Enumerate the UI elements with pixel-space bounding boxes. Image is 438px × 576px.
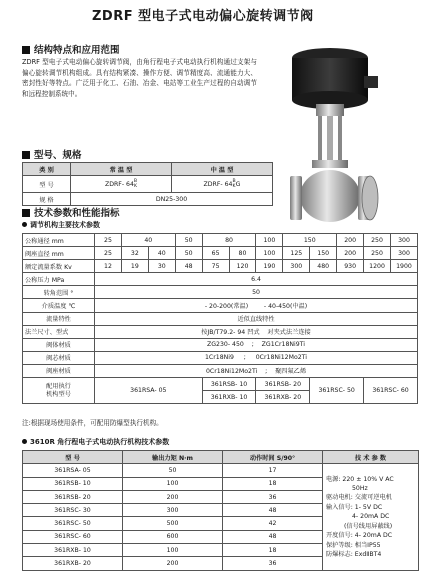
seat-cell: 50 xyxy=(175,247,202,260)
dn-cell: 100 xyxy=(256,234,283,247)
spec-line: 50Hz xyxy=(352,485,368,493)
kv-cell: 1200 xyxy=(364,260,391,273)
actuator-model-cell: 361RSB- 20 xyxy=(256,378,310,391)
actuator-time: 36 xyxy=(223,557,323,570)
actuator-time: 17 xyxy=(223,464,323,477)
actuator-torque: 600 xyxy=(123,530,223,543)
spec-line: 输入信号: 1- 5V DC xyxy=(326,503,383,511)
spec-line: 4- 20mA DC xyxy=(352,513,390,521)
params-note: 注:根据现场使用条件，可配用防爆型执行机构。 xyxy=(22,419,163,427)
dn-cell: 50 xyxy=(175,234,202,247)
actuator-model: 361RSC- 30 xyxy=(23,504,123,517)
actuator-torque: 500 xyxy=(123,517,223,530)
seat-cell: 100 xyxy=(256,247,283,260)
model-table xyxy=(22,162,273,206)
actuator-header-torque: 输出力矩 N·m xyxy=(123,451,223,464)
dn-cell: 200 xyxy=(337,234,364,247)
kv-cell: 48 xyxy=(175,260,202,273)
kv-cell: 300 xyxy=(283,260,310,273)
kv-cell: 75 xyxy=(202,260,229,273)
kv-cell: 12 xyxy=(95,260,122,273)
core-label: 阀芯材质 xyxy=(23,351,95,364)
section-actuator-heading: 3610R 角行程电子式电动执行机构技术参数 xyxy=(22,437,169,447)
spec-line: 驱动电机: 交流可逆电机 xyxy=(326,494,392,502)
section-model-heading: 型号、规格 xyxy=(22,147,82,161)
angle-value: 50 xyxy=(95,286,418,299)
body-value: ZG230- 450 ; ZG1Cr18Ni9Ti xyxy=(95,338,418,351)
actuator-torque: 50 xyxy=(123,464,223,477)
actuator-time: 48 xyxy=(223,504,323,517)
seat-cell: 80 xyxy=(229,247,256,260)
actuator-model-cell: 361RXB- 10 xyxy=(202,391,256,404)
actuator-header-spec: 技 术 参 数 xyxy=(323,451,419,464)
temp-value: - 20-200(常温) - 40-450(中温) xyxy=(95,299,418,312)
actuator-model: 361RSC- 60 xyxy=(23,530,123,543)
seat-cell: 65 xyxy=(202,247,229,260)
params-table xyxy=(22,233,418,404)
seat-cell: 125 xyxy=(283,247,310,260)
seat-cell: 150 xyxy=(310,247,337,260)
params-row-kv xyxy=(23,260,418,273)
dn-cell: 40 xyxy=(121,234,175,247)
actuator-model-cell: 361RSB- 10 xyxy=(202,378,256,391)
actuator-model-cell: 361RSC- 60 xyxy=(364,378,418,404)
params-subheading: 调节机构主要技术参数 xyxy=(22,220,100,230)
section-structure-heading: 结构特点和应用范围 xyxy=(22,42,120,56)
actuator-header-model: 型 号 xyxy=(23,451,123,464)
kv-cell: 30 xyxy=(148,260,175,273)
structure-description: ZDRF 型电子式电动偏心旋转调节阀，由角行程电子式电动执行机构通过支架与偏心旋转调节机构组成。具有结构紧凑、操作方便、调节精度高、流通能力大、密封性好等特点。广泛用于化工、石油、冶金、电站等工业生产过程的自动调节和远程控制系统中。 xyxy=(22,58,257,98)
seat-material-label: 阀座材质 xyxy=(23,364,95,377)
temp-label: 介质温度 ℃ xyxy=(23,299,95,312)
seat-cell: 32 xyxy=(121,247,148,260)
actuator-torque: 100 xyxy=(123,477,223,490)
actuator-model: 361RSB- 20 xyxy=(23,490,123,503)
dn-cell: 25 xyxy=(95,234,122,247)
seat-material-value: 0Cr18Ni12Mo2Ti ; 聚四氟乙烯 xyxy=(95,364,418,377)
actuator-table xyxy=(22,450,419,571)
angle-label: 转角范围 ° xyxy=(23,286,95,299)
kv-cell: 190 xyxy=(256,260,283,273)
dn-cell: 80 xyxy=(202,234,256,247)
spec-line: (信号线用屏蔽线) xyxy=(344,522,393,530)
flange-label: 法兰尺寸、型式 xyxy=(23,325,95,338)
actuator-model-cell: 361RXB- 20 xyxy=(256,391,310,404)
model-medium-value: ZDRF- 64B KG xyxy=(172,176,273,193)
actuator-time: 36 xyxy=(223,490,323,503)
dn-cell: 250 xyxy=(364,234,391,247)
kv-cell: 480 xyxy=(310,260,337,273)
spec-label: 规 格 xyxy=(23,193,71,206)
seat-cell: 250 xyxy=(364,247,391,260)
actuator-model: 361RXB- 20 xyxy=(23,557,123,570)
spec-line: 开度信号: 4- 20mA DC xyxy=(326,532,393,540)
actuator-model-label: 配用执行 机构型号 xyxy=(23,378,95,404)
flow-label: 流量特性 xyxy=(23,312,95,325)
core-value: 1Cr18Ni9 ; 0Cr18Ni12Mo2Ti xyxy=(95,351,418,364)
model-label: 型 号 xyxy=(23,176,71,193)
body-label: 阀体材质 xyxy=(23,338,95,351)
actuator-torque: 100 xyxy=(123,544,223,557)
actuator-time: 18 xyxy=(223,544,323,557)
spec-line: 防爆标志: ExdⅡBT4 xyxy=(326,550,382,558)
seat-cell: 40 xyxy=(148,247,175,260)
actuator-torque: 300 xyxy=(123,504,223,517)
model-header-normal: 常 温 型 xyxy=(71,163,172,176)
params-row-seat xyxy=(23,247,418,260)
actuator-model: 361RSC- 50 xyxy=(23,517,123,530)
actuator-torque: 200 xyxy=(123,557,223,570)
kv-cell: 1900 xyxy=(390,260,417,273)
actuator-time: 42 xyxy=(223,517,323,530)
dn-cell: 150 xyxy=(283,234,337,247)
actuator-model: 361RSA- 05 xyxy=(23,464,123,477)
seat-cell: 25 xyxy=(95,247,122,260)
actuator-header-time: 动作时间 S/90° xyxy=(223,451,323,464)
actuator-time: 48 xyxy=(223,530,323,543)
flange-value: 按JB/T79.2- 94 凹式 对夹式法兰连接 xyxy=(95,325,418,338)
kv-cell: 19 xyxy=(121,260,148,273)
actuator-time: 18 xyxy=(223,477,323,490)
valve-product-image xyxy=(272,38,422,238)
dn-cell: 300 xyxy=(390,234,417,247)
page-title: ZDRF 型电子式电动偏心旋转调节阀 xyxy=(92,9,314,24)
seat-cell: 300 xyxy=(390,247,417,260)
section-params-heading: 技术参数和性能指标 xyxy=(22,205,120,219)
pressure-value: 6.4 xyxy=(95,273,418,286)
flow-value: 近似直线特性 xyxy=(95,312,418,325)
spec-line: 保护等级: 相当IP55 xyxy=(326,541,381,549)
model-header-category: 类 别 xyxy=(23,163,71,176)
seat-label: 阀座直径 mm xyxy=(23,247,95,260)
params-row-dn xyxy=(23,234,418,247)
actuator-spec-block xyxy=(323,464,419,570)
pressure-label: 公称压力 MPa xyxy=(23,273,95,286)
model-normal-value: ZDRF- 64B K xyxy=(71,176,172,193)
kv-label: 额定流量系数 Kv xyxy=(23,260,95,273)
actuator-model: 361RXB- 10 xyxy=(23,544,123,557)
actuator-model-cell: 361RSA- 05 xyxy=(95,378,203,404)
spec-value: DN25-300 xyxy=(71,193,273,206)
spec-line: 电源: 220 ± 10% V AC xyxy=(326,475,394,483)
dn-label: 公称通径 mm xyxy=(23,234,95,247)
kv-cell: 120 xyxy=(229,260,256,273)
seat-cell: 200 xyxy=(337,247,364,260)
actuator-torque: 200 xyxy=(123,490,223,503)
model-header-medium: 中 温 型 xyxy=(172,163,273,176)
actuator-model: 361RSB- 10 xyxy=(23,477,123,490)
kv-cell: 930 xyxy=(337,260,364,273)
actuator-model-cell: 361RSC- 50 xyxy=(310,378,364,404)
